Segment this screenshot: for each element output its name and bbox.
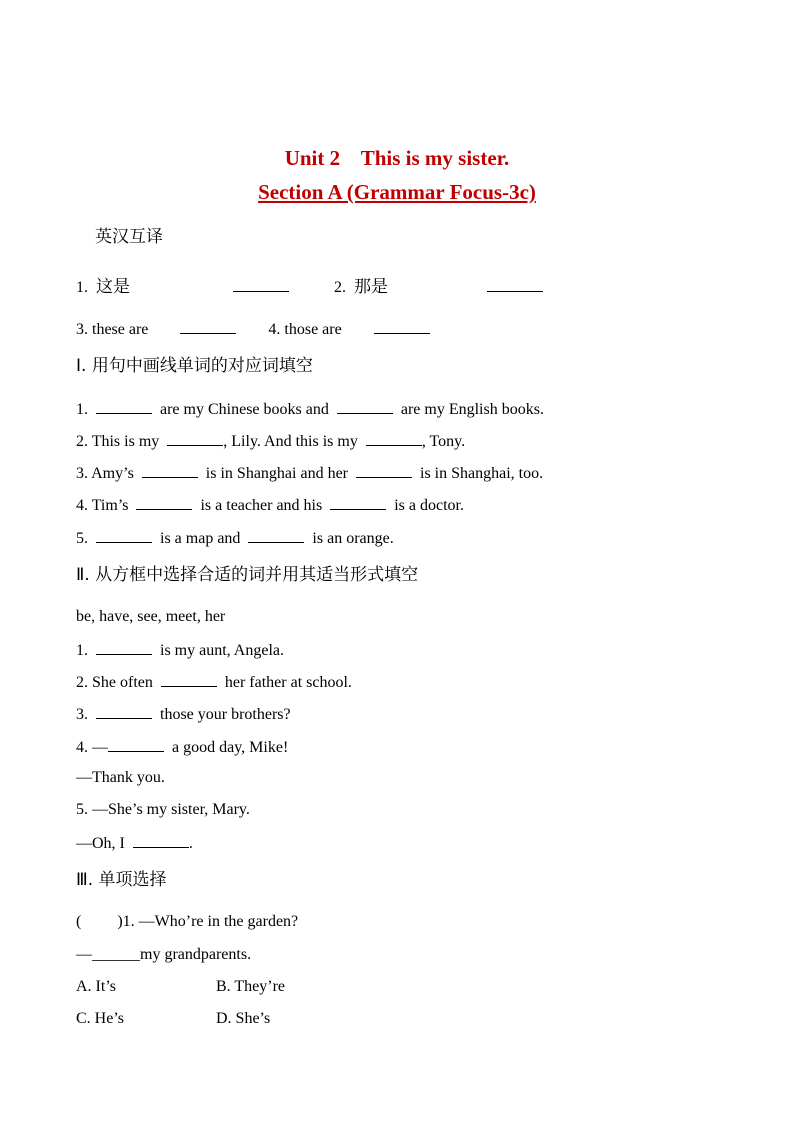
q-text: 3. Amy’s <box>76 465 134 482</box>
blank[interactable] <box>161 671 217 687</box>
q-text: is a map and <box>160 530 241 547</box>
q-text: 2. This is my <box>76 433 160 450</box>
section2-heading: Ⅱ. 从方框中选择合适的词并用其适当形式填空 <box>76 565 419 585</box>
translate-item-3-blank[interactable] <box>180 318 236 334</box>
blank[interactable] <box>136 494 192 510</box>
translate-item-1-blank[interactable] <box>233 276 289 292</box>
q-text: a good day, Mike! <box>172 739 289 756</box>
blank[interactable] <box>248 527 304 543</box>
q-text: are my English books. <box>400 401 544 418</box>
options-row-2 <box>76 1009 270 1029</box>
translate-item-2-text: 那是 <box>354 277 388 297</box>
option-a[interactable]: A. It’s <box>76 978 116 995</box>
q-num: 5. <box>76 530 88 547</box>
section2-q3 <box>76 703 291 725</box>
translate-item-3: 3. <box>76 321 88 338</box>
blank[interactable] <box>356 462 412 478</box>
section2-q2 <box>76 671 352 693</box>
section1-q2 <box>76 430 465 452</box>
q-text: is my aunt, Angela. <box>160 642 284 659</box>
blank[interactable] <box>133 832 189 848</box>
translate-item-2-blank[interactable] <box>487 276 543 292</box>
q-text: —Oh, I <box>76 835 125 852</box>
q-text: is a doctor. <box>394 497 464 514</box>
translate-row-1 <box>76 276 551 298</box>
q-text: 4. Tim’s <box>76 497 129 514</box>
q-num: 1. <box>76 642 88 659</box>
q-text: those your brothers? <box>160 706 291 723</box>
translate-item-1-text: 这是 <box>96 277 130 297</box>
q-text: are my Chinese books and <box>160 401 329 418</box>
blank[interactable] <box>366 430 422 446</box>
blank[interactable] <box>96 398 152 414</box>
translate-item-2-num: 2. <box>334 279 346 296</box>
translate-item-4-blank[interactable] <box>374 318 430 334</box>
options-row-1 <box>76 977 285 997</box>
translate-heading: 英汉互译 <box>95 227 163 247</box>
translate-item-3-text: these are <box>92 321 149 338</box>
section2-q5-reply <box>76 832 193 854</box>
section2-q4-reply: —Thank you. <box>76 769 165 786</box>
section3-heading: Ⅲ. 单项选择 <box>76 870 167 890</box>
blank[interactable] <box>167 430 223 446</box>
q-text: . <box>188 835 193 852</box>
section1-q1 <box>76 398 544 420</box>
translate-row-2 <box>76 318 438 340</box>
q-text: 4. — <box>76 739 108 756</box>
translate-item-4: 4. <box>268 321 281 338</box>
q-text: is a teacher and his <box>200 497 323 514</box>
translate-item-1-num: 1. <box>76 279 88 296</box>
blank[interactable] <box>96 639 152 655</box>
section3-q1-line2: —______my grandparents. <box>76 946 252 963</box>
option-c[interactable]: C. He’s <box>76 1010 124 1027</box>
option-b[interactable]: B. They’re <box>216 978 286 995</box>
q-text: , Lily. And this is my <box>223 433 358 450</box>
q-text: her father at school. <box>224 674 352 691</box>
q-text: is in Shanghai and her <box>205 465 348 482</box>
translate-item-4-text: those are <box>284 321 342 338</box>
q-text: is in Shanghai, too. <box>420 465 544 482</box>
worksheet-subtitle: Section A (Grammar Focus-3c) <box>258 180 536 204</box>
section2-q5: 5. —She’s my sister, Mary. <box>76 801 250 818</box>
option-d[interactable]: D. She’s <box>216 1010 271 1027</box>
blank[interactable] <box>330 494 386 510</box>
q-num: 1. <box>76 401 88 418</box>
section1-heading: Ⅰ. 用句中画线单词的对应词填空 <box>76 356 313 376</box>
blank[interactable] <box>96 527 152 543</box>
q-text: 2. She often <box>76 674 153 691</box>
q-text: , Tony. <box>421 433 466 450</box>
blank[interactable] <box>337 398 393 414</box>
section1-q4 <box>76 494 464 516</box>
section2-q4 <box>76 736 288 758</box>
blank[interactable] <box>108 736 164 752</box>
blank[interactable] <box>96 703 152 719</box>
q-text: is an orange. <box>312 530 394 547</box>
section3-q1: ( )1. —Who’re in the garden? <box>76 913 299 930</box>
q-num: 3. <box>76 706 88 723</box>
section2-q1 <box>76 639 284 661</box>
blank[interactable] <box>142 462 198 478</box>
worksheet-title: Unit 2 This is my sister. <box>284 146 510 170</box>
section1-q5 <box>76 527 394 549</box>
word-box: be, have, see, meet, her <box>76 608 226 625</box>
section1-q3 <box>76 462 543 484</box>
